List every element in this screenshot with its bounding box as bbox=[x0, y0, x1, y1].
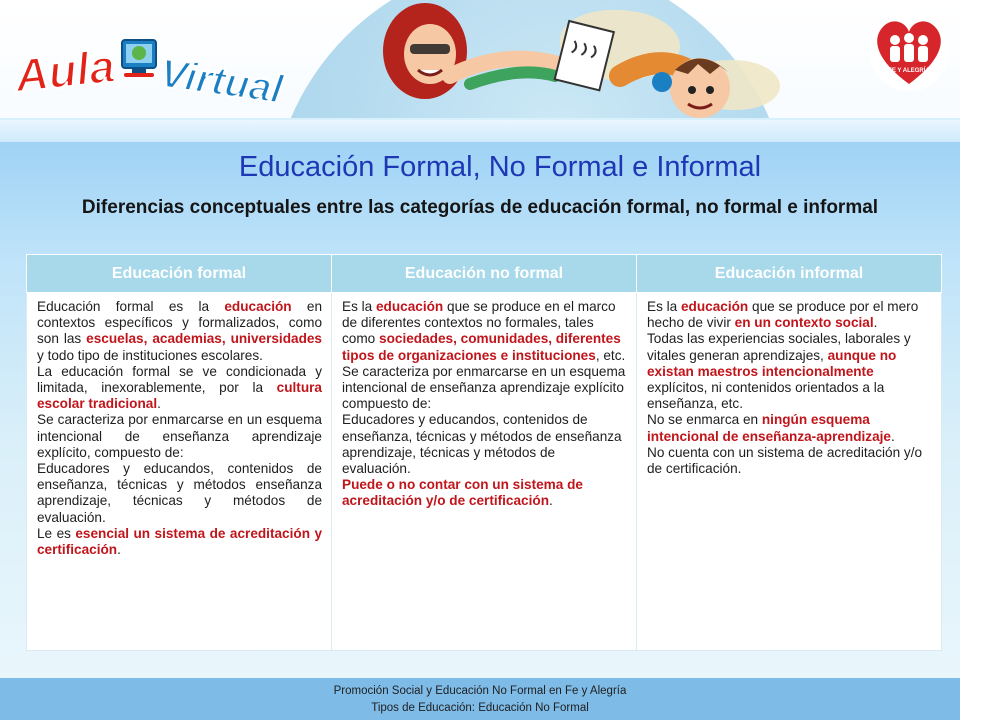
svg-text:Aula: Aula bbox=[12, 39, 118, 102]
cell-text: explícitos, ni contenidos orientados a la enseñanza, etc. bbox=[647, 380, 885, 412]
highlighted-text: aunque no existan maestros intencionalmente bbox=[647, 347, 897, 379]
footer-line-1: Promoción Social y Educación No Formal en Fe y Alegría bbox=[333, 685, 627, 697]
cell-text: . bbox=[891, 428, 895, 444]
highlighted-text: ningún esquema intencional de enseñanza-aprendizaje bbox=[647, 412, 891, 444]
highlighted-text: en un contexto social bbox=[734, 315, 874, 331]
cell-text: No cuenta con un sistema de acreditación y/o de certificación. bbox=[647, 444, 923, 477]
table-header-row bbox=[27, 255, 942, 293]
highlighted-text: cultura escolar tradicional bbox=[37, 380, 322, 412]
highlighted-text: sociedades, comunidades, diferentes tipos de organizaciones e instituciones bbox=[342, 331, 621, 363]
cell-text: Es la bbox=[342, 299, 376, 314]
cell-text: No se enmarca en bbox=[647, 412, 762, 428]
column-header-informal: Educación informal bbox=[637, 255, 942, 293]
cell-text: Se caracteriza por enmarcarse en un esquema intencional de enseñanza aprendizaje explícito, compuesto de: bbox=[37, 412, 322, 460]
cell-text: . bbox=[549, 493, 553, 509]
highlighted-text: esencial un sistema de acreditación y certificación bbox=[37, 525, 322, 558]
cell-text: Todas las experiencias sociales, laborales y vitales generan aprendizajes, bbox=[647, 331, 911, 363]
children-illustration bbox=[370, 6, 760, 131]
footer-line-2: Tipos de Educación: Educación No Formal bbox=[371, 702, 589, 714]
cell-text: La educación formal se ve condicionada y limitada, inexorablemente, por la bbox=[37, 363, 322, 396]
highlighted-text: educación bbox=[224, 299, 292, 314]
highlighted-text: educación bbox=[681, 299, 749, 314]
highlighted-text: escuelas, academias, universidades bbox=[86, 331, 322, 347]
slide-content bbox=[0, 142, 960, 678]
cell-no-formal bbox=[332, 293, 637, 651]
cell-text: Educadores y educandos, contenidos de enseñanza, técnicas y métodos enseñanza aprendizaje, técnicas y métodos de evaluación. bbox=[37, 461, 322, 525]
cell-text: que se produce por el mero hecho de vivir bbox=[647, 299, 919, 331]
highlighted-text: Puede o no contar con un sistema de acreditación y/o de certificación bbox=[342, 477, 583, 509]
cell-text: Se caracteriza por enmarcarse en un esquema intencional de enseñanza aprendizaje explícito compuesto de: bbox=[342, 363, 626, 412]
cell-text: . bbox=[117, 542, 121, 558]
cell-text: Educadores y educandos, contenidos de enseñanza, técnicas y métodos de enseñanza aprendizaje, técnicas y métodos de evaluación. bbox=[342, 412, 622, 477]
cell-text: . bbox=[873, 315, 878, 331]
cell-text: Educación formal es la bbox=[37, 299, 225, 314]
cell-text: Le es bbox=[37, 525, 76, 541]
column-header-no-formal: Educación no formal bbox=[332, 255, 637, 293]
svg-text:FE Y ALEGRÍA: FE Y ALEGRÍA bbox=[888, 68, 930, 74]
cell-text: Es la bbox=[647, 299, 681, 314]
cell-text: y todo tipo de instituciones escolares. bbox=[37, 347, 263, 363]
cell-informal bbox=[637, 293, 942, 651]
cell-formal bbox=[27, 293, 332, 651]
highlighted-text: educación bbox=[376, 299, 444, 314]
page-subtitle: Diferencias conceptuales entre las categorías de educación formal, no formal e informal bbox=[81, 197, 879, 218]
header-banner bbox=[0, 0, 960, 140]
page-title: Educación Formal, No Formal e Informal bbox=[238, 151, 762, 183]
column-header-formal: Educación formal bbox=[27, 255, 332, 293]
svg-text:Virtual: Virtual bbox=[157, 51, 286, 113]
footer bbox=[0, 678, 960, 720]
cell-text: . bbox=[157, 396, 161, 412]
cell-text: , etc. bbox=[595, 347, 626, 363]
table-row bbox=[27, 293, 942, 651]
education-comparison-table bbox=[26, 254, 942, 651]
cell-text: que se produce en el marco de diferentes contextos no formales, tales como bbox=[342, 299, 616, 347]
fe-y-alegria-logo bbox=[868, 10, 950, 92]
cell-text: en contextos específicos y formalizados, como son las bbox=[37, 299, 323, 347]
aula-virtual-logo bbox=[12, 10, 286, 120]
